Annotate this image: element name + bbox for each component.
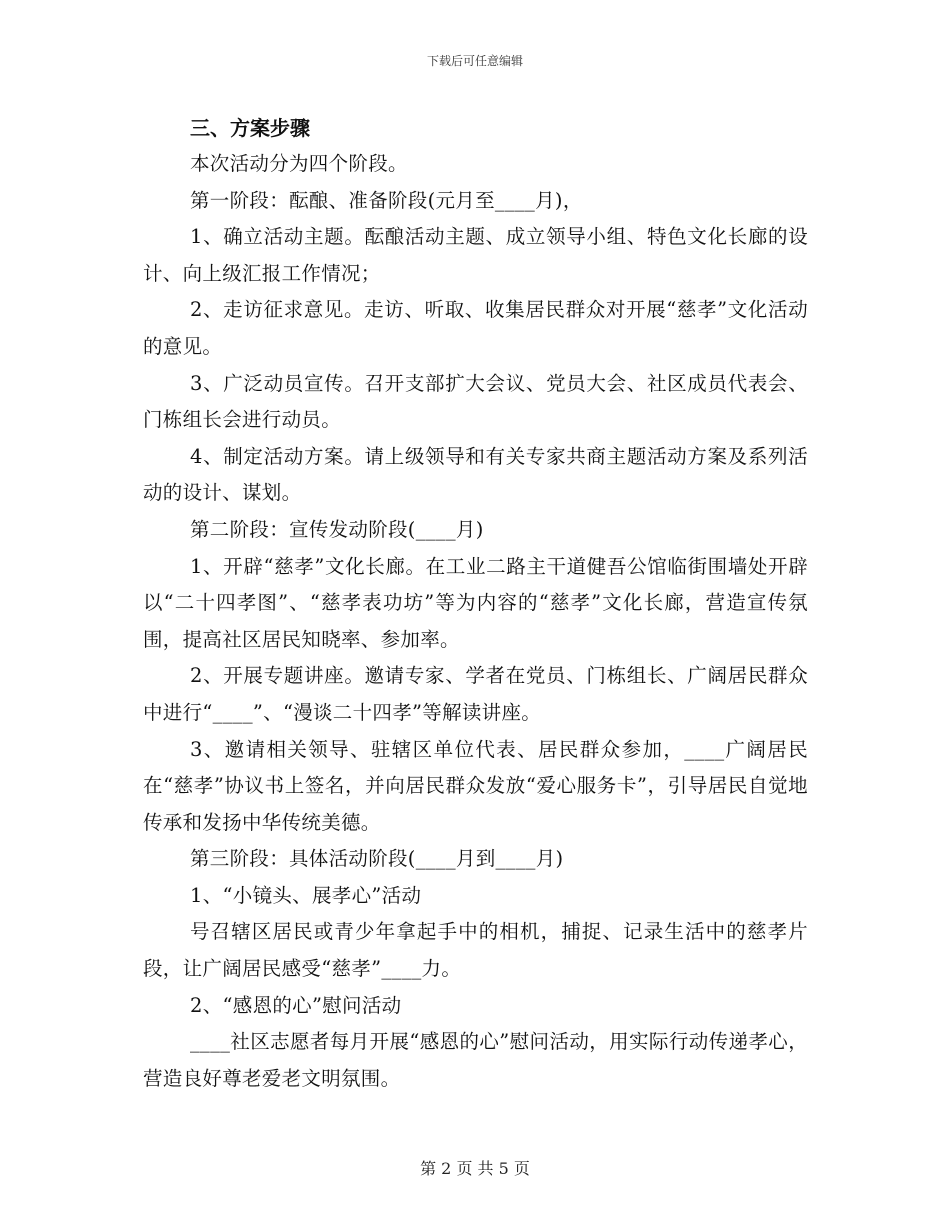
paragraph-stage-2-item-2: 2、开展专题讲座。邀请专家、学者在党员、门栋组长、广阔居民群众中进行“____”、“漫谈二十四孝”等解读讲座。 xyxy=(143,664,808,724)
paragraph-stage-3: 第三阶段：具体活动阶段(____月到____月) xyxy=(190,847,564,871)
page-number: 第 2 页 共 5 页 xyxy=(420,1159,530,1178)
paragraph-intro: 本次活动分为四个阶段。 xyxy=(190,152,408,175)
paragraph-stage-1-item-1: 1、确立活动主题。酝酿活动主题、成立领导小组、特色文化长廊的设计、向上级汇报工作情况； xyxy=(143,225,808,285)
paragraph-stage-3-item-1-body: 号召辖区居民或青少年拿起手中的相机，捕捉、记录生活中的慈孝片段，让广阔居民感受“慈孝”____力。 xyxy=(143,920,808,981)
paragraph-stage-1-item-3: 3、广泛动员宣传。召开支部扩大会议、党员大会、社区成员代表会、门栋组长会进行动员。 xyxy=(143,371,808,432)
paragraph-stage-3-item-1-title: 1、“小镜头、展孝心”活动 xyxy=(190,883,422,907)
paragraph-stage-1-item-4: 4、制定活动方案。请上级领导和有关专家共商主题活动方案及系列活动的设计、谋划。 xyxy=(143,444,808,505)
paragraph-stage-2-item-1: 1、开辟“慈孝”文化长廊。在工业二路主干道健吾公馆临街围墙处开辟以“二十四孝图”、“慈孝表功坊”等为内容的“慈孝”文化长廊，营造宣传氛围，提高社区居民知晓率、参加率。 xyxy=(143,554,808,651)
paragraph-stage-2-item-3: 3、邀请相关领导、驻辖区单位代表、居民群众参加，____广阔居民在“慈孝”协议书上签名，并向居民群众发放“爱心服务卡”，引导居民自觉地传承和发扬中华传统美德。 xyxy=(143,737,808,834)
paragraph-stage-3-item-2-title: 2、“感恩的心”慰问活动 xyxy=(190,993,402,1017)
paragraph-stage-1-item-2: 2、走访征求意见。走访、听取、收集居民群众对开展“慈孝”文化活动的意见。 xyxy=(143,298,808,358)
document-body xyxy=(143,110,808,1097)
section-heading: 三、方案步骤 xyxy=(190,116,310,140)
header-note: 下载后可任意编辑 xyxy=(426,54,523,68)
paragraph-stage-3-item-2-body: ____社区志愿者每月开展“感恩的心”慰问活动，用实际行动传递孝心，营造良好尊老爱老文明氛围。 xyxy=(143,1030,808,1090)
paragraph-stage-1: 第一阶段：酝酿、准备阶段(元月至____月)， xyxy=(190,188,583,212)
paragraph-stage-2: 第二阶段：宣传发动阶段(____月) xyxy=(190,517,484,541)
